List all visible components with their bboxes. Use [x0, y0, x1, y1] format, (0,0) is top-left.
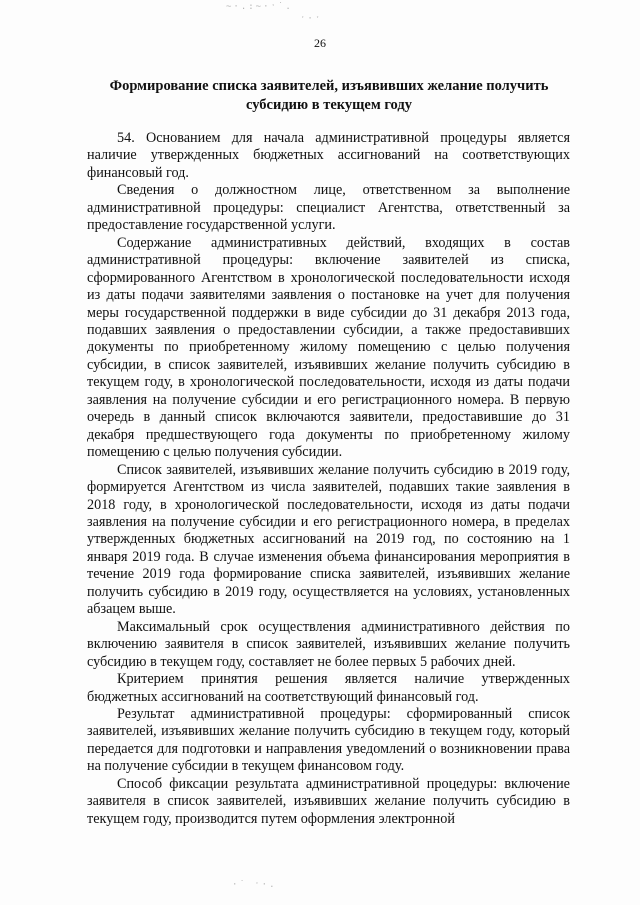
paragraph: Сведения о должностном лице, ответственном за выполнение административной процедуры: специалист Агентства, ответственный за предоставление государственной услуги.	[87, 182, 570, 234]
scan-artifact-top: ~·.:~·ˑ˙.	[226, 2, 293, 12]
scan-artifact-mark: ˑ·ˑ	[300, 14, 323, 24]
paragraph: Способ фиксации результата административной процедуры: включение заявителя в список заявителей, изъявивших желание получить субсидию в текущем году, производится путем оформления электронной	[87, 775, 570, 827]
paragraph: Содержание административных действий, входящих в состав административной процедуры: включение заявителей из списка, сформированного Агентством в хронологической последовательности исходя из даты подачи заявителями заявления о постановке на учет для получения меры государственной поддержки в виде субсидии до 31 декабря 2013 года, подавших заявления о предоставлении субсидии, а также предоставивших документы по приобретенному жилому помещению с целью получения субсидии, в список заявителей, изъявивших желание получить субсидию в текущем году, в хронологической последовательности, исходя из даты подачи заявления на получение субсидии и его регистрационного номера. В первую очередь в данный список включаются заявители, предоставившие до 31 декабря предшествующего года документы по приобретенному жилому помещению с целью получения субсидии.	[87, 234, 570, 461]
paragraph: Критерием принятия решения является наличие утвержденных бюджетных ассигнований на соответствующий финансовый год.	[87, 671, 570, 705]
paragraph: Результат административной процедуры: сформированный список заявителей, изъявивших желание получить субсидию в текущем году, который передается для подготовки и направления уведомлений о возникновении права на получение субсидии в текущем финансовом году.	[87, 705, 570, 775]
page-number: 26	[314, 36, 326, 50]
document-body	[87, 130, 570, 828]
paragraph: 54. Основанием для начала административной процедуры является наличие утвержденных бюджетных ассигнований на соответствующих финансовый год.	[87, 130, 570, 181]
paragraph: Максимальный срок осуществления административного действия по включению заявителя в список заявителей, изъявивших желание получить субсидию в текущем году, составляет не более первых 5 рабочих дней.	[87, 618, 570, 670]
section-title: Формирование списка заявителей, изъявивших желание получить субсидию в текущем году	[109, 78, 549, 113]
scan-artifact-bottom: ·˙ ˑ·.	[232, 880, 277, 890]
paragraph: Список заявителей, изъявивших желание получить субсидию в 2019 году, формируется Агентством из числа заявителей, подавших такие заявления в 2018 году, в хронологической последовательности, исходя из даты подачи заявления на получение субсидии и его регистрационного номера, в пределах утвержденных бюджетных ассигнований на 2019 год, по состоянию на 1 января 2019 года. В случае изменения объема финансирования мероприятия в течение 2019 года формирование списка заявителей, изъявивших желание получить субсидию в 2019 году, осуществляется на условиях, установленных абзацем выше.	[87, 461, 570, 618]
